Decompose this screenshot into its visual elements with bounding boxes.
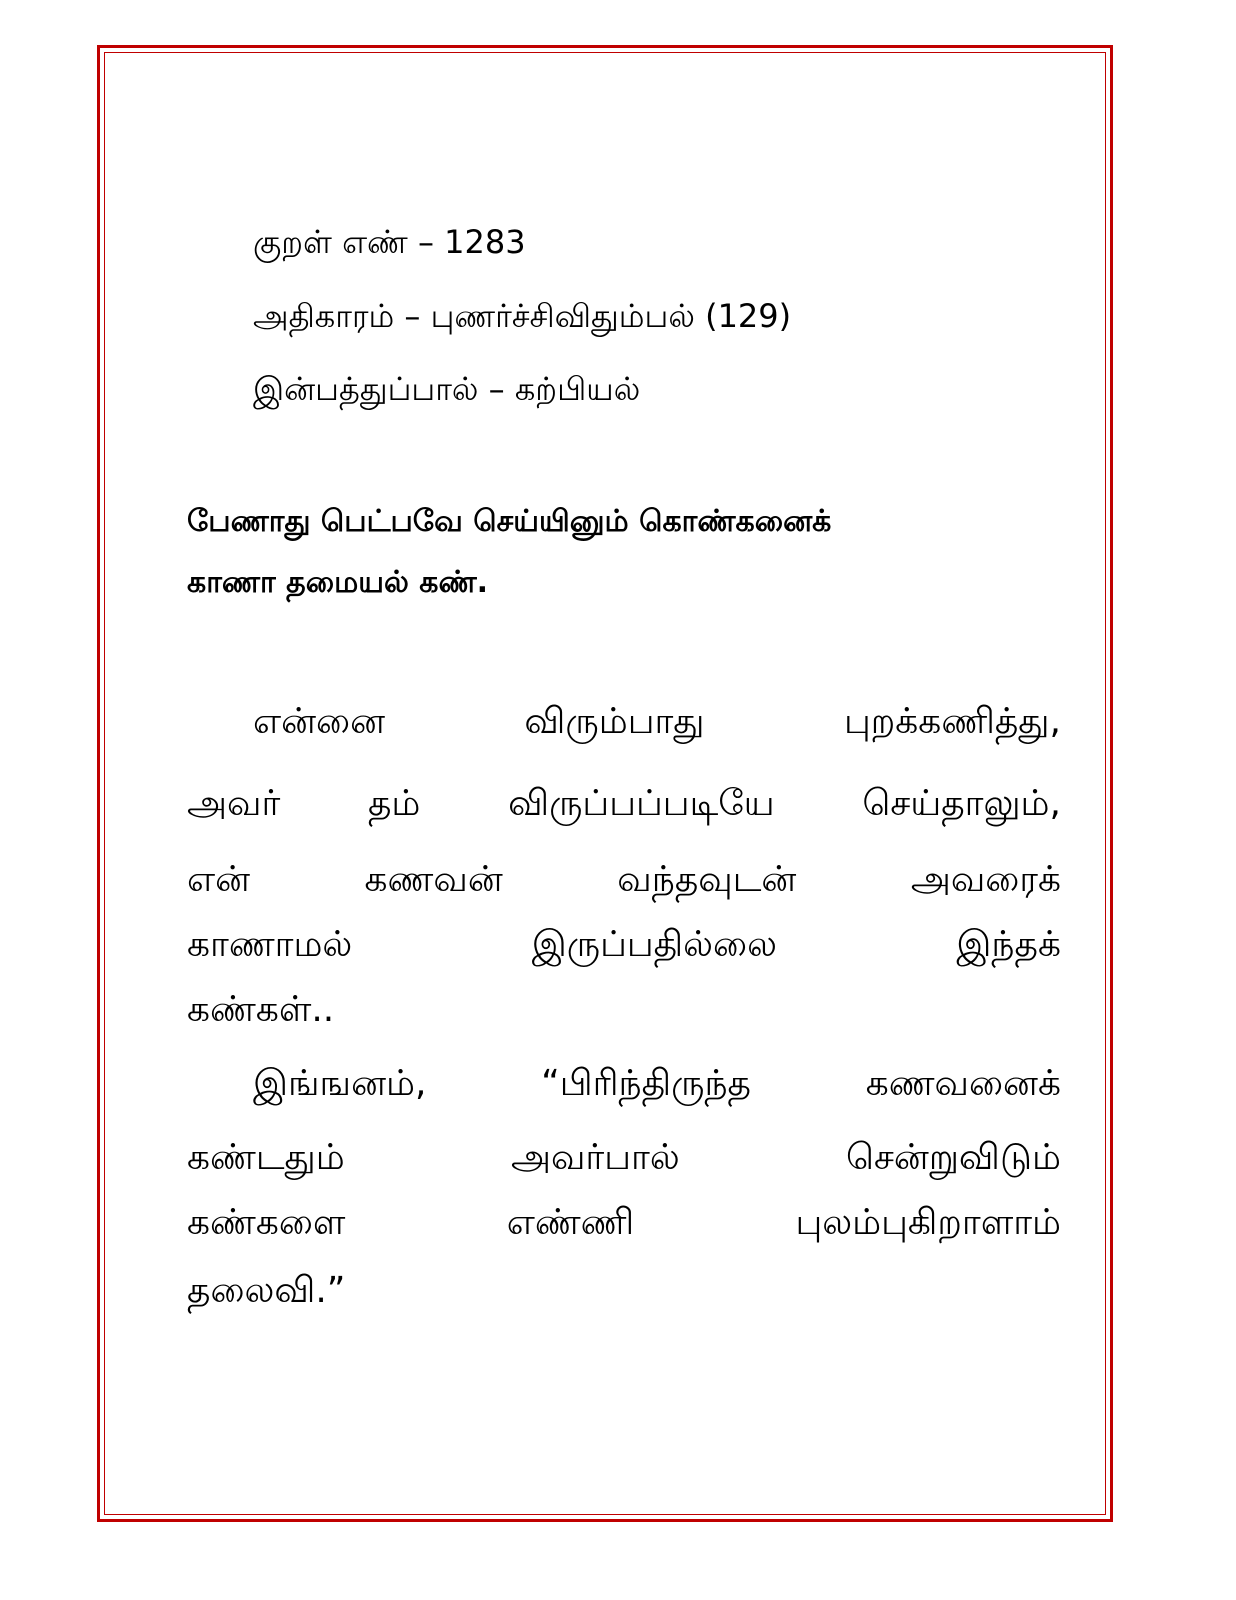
word: இருப்பதில்லை bbox=[531, 924, 777, 965]
explanation-p1-line-4 bbox=[187, 918, 1061, 972]
word: என்னை bbox=[253, 701, 385, 742]
word: சென்றுவிடும் bbox=[845, 1137, 1061, 1178]
word: வந்தவுடன் bbox=[617, 859, 797, 900]
word: எண்ணி bbox=[506, 1202, 635, 1243]
word: காணாமல் bbox=[187, 924, 353, 965]
explanation-p1-line-5: கண்கள்.. bbox=[187, 989, 335, 1030]
word: விருப்பப்படியே bbox=[508, 783, 775, 824]
kural-verse-line-2: காணா தமையல் கண். bbox=[187, 565, 489, 600]
word: விரும்பாது bbox=[524, 701, 705, 742]
explanation-p1-line-1 bbox=[253, 695, 1061, 749]
chapter-title: அதிகாரம் – புணர்ச்சிவிதும்பல் (129) bbox=[253, 297, 792, 335]
word: இந்தக் bbox=[956, 924, 1061, 965]
word: கணவனைக் bbox=[865, 1063, 1061, 1104]
explanation-p2-line-4: தலைவி.” bbox=[187, 1270, 346, 1311]
word: அவர்பால் bbox=[510, 1137, 680, 1178]
explanation-p2-line-3 bbox=[187, 1196, 1061, 1250]
word: செய்தாலும், bbox=[862, 783, 1061, 824]
explanation-p1-line-3 bbox=[187, 853, 1061, 907]
section-title: இன்பத்துப்பால் – கற்பியல் bbox=[253, 370, 641, 408]
word: என் bbox=[187, 859, 250, 900]
word: அவரைக் bbox=[910, 859, 1061, 900]
word: அவர் bbox=[187, 783, 281, 824]
word: “பிரிந்திருந்த bbox=[541, 1063, 752, 1104]
kural-number: குறள் எண் – 1283 bbox=[253, 223, 526, 261]
kural-verse-line-1: பேணாது பெட்பவே செய்யினும் கொண்கனைக் bbox=[187, 504, 832, 539]
word: புலம்புகிறாளாம் bbox=[795, 1202, 1061, 1243]
word: புறக்கணித்து, bbox=[843, 701, 1061, 742]
word: இங்ஙனம், bbox=[253, 1063, 427, 1104]
word: கணவன் bbox=[364, 859, 503, 900]
explanation-p2-line-2 bbox=[187, 1131, 1061, 1185]
word: தம் bbox=[367, 783, 421, 824]
word: கண்டதும் bbox=[187, 1137, 345, 1178]
word: கண்களை bbox=[187, 1202, 346, 1243]
explanation-p1-line-2 bbox=[187, 777, 1061, 831]
explanation-p2-line-1 bbox=[253, 1057, 1061, 1111]
